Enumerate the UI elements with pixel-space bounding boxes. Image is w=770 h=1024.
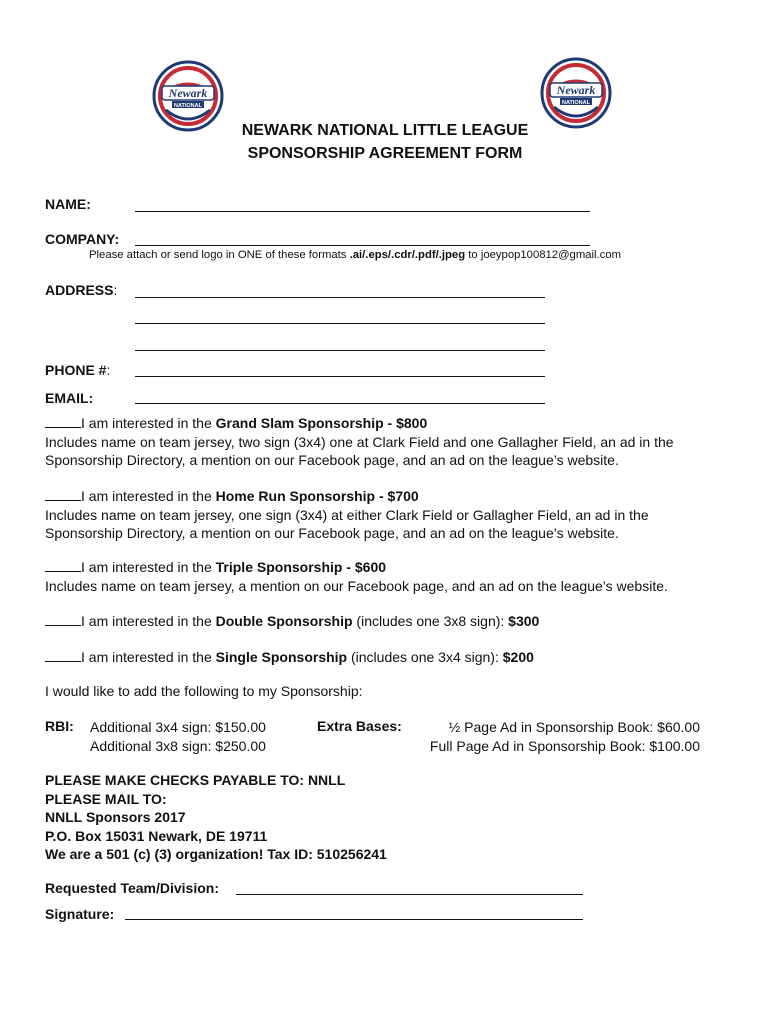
rbi-label: RBI: — [45, 718, 74, 734]
signature-field[interactable] — [125, 919, 583, 920]
email-label: EMAIL: — [45, 390, 94, 406]
option-double: I am interested in the Double Sponsorship (includes one 3x8 sign): $300 — [45, 612, 745, 631]
team-division-field[interactable] — [236, 894, 583, 895]
name-field[interactable] — [135, 211, 590, 212]
form-title — [0, 119, 770, 165]
logo-note: Please attach or send logo in ONE of these formats .ai/.eps/.cdr/.pdf/.jpeg to joeypop100812@gmail.com — [89, 249, 622, 261]
address-field-2[interactable] — [135, 323, 545, 324]
option-home-run: I am interested in the Home Run Sponsorship - $700 Includes name on team jersey, one sign (3x4) at either Clark Field or Gallagher Field, an ad in the Sponsorship Directory, a mention on our Facebook page, and an ad on the league’s website. — [45, 488, 649, 541]
svg-text:NATIONAL: NATIONAL — [173, 103, 203, 109]
signature-label: Signature: — [45, 906, 115, 922]
rbi-options: Additional 3x4 sign: $150.00 Additional 3x8 sign: $250.00 — [90, 719, 266, 754]
svg-text:NATIONAL: NATIONAL — [561, 100, 591, 106]
phone-label: PHONE #: — [45, 362, 111, 378]
company-field[interactable] — [135, 245, 590, 246]
option-single: I am interested in the Single Sponsorship (includes one 3x4 sign): $200 — [45, 648, 745, 667]
checkbox-blank[interactable] — [45, 559, 81, 572]
svg-text:Newark: Newark — [556, 83, 596, 97]
logo-text: Newark — [168, 86, 208, 100]
option-grand-slam: I am interested in the Grand Slam Sponsorship - $800 Includes name on team jersey, two sign (3x4) one at Clark Field and one Gallagher Field, an ad in the Sponsorship Directory, a mention on our Facebook page, and an ad on the league’s website. — [45, 415, 674, 468]
company-label: COMPANY: — [45, 231, 120, 247]
title-line-1: NEWARK NATIONAL LITTLE LEAGUE — [241, 122, 529, 139]
team-division-label: Requested Team/Division: — [45, 880, 220, 896]
checkbox-blank[interactable] — [45, 613, 81, 626]
checkbox-blank[interactable] — [45, 488, 81, 501]
option-triple: I am interested in the Triple Sponsorship - $600 Includes name on team jersey, a mention on our Facebook page, and an ad on the league’s website. — [45, 559, 668, 594]
address-field-1[interactable] — [135, 297, 545, 298]
extra-bases-label: Extra Bases: — [317, 718, 402, 734]
title-line-2: SPONSORSHIP AGREEMENT FORM — [247, 145, 523, 162]
email-field[interactable] — [135, 403, 545, 404]
checkbox-blank[interactable] — [45, 415, 81, 428]
addons-intro: I would like to add the following to my Sponsorship: — [45, 683, 363, 699]
checkbox-blank[interactable] — [45, 649, 81, 662]
payment-info: PLEASE MAKE CHECKS PAYABLE TO: NNLL PLEASE MAIL TO: NNLL Sponsors 2017 P.O. Box 15031 Newark, DE 19711 We are a 501 (c) (3) organization! Tax ID: 510256241 — [45, 772, 387, 862]
phone-field[interactable] — [135, 376, 545, 377]
address-label: ADDRESS: — [45, 282, 118, 298]
extra-bases-options: ½ Page Ad in Sponsorship Book: $60.00 Full Page Ad in Sponsorship Book: $100.00 — [429, 719, 700, 754]
name-label: NAME: — [45, 196, 91, 212]
address-field-3[interactable] — [135, 350, 545, 351]
